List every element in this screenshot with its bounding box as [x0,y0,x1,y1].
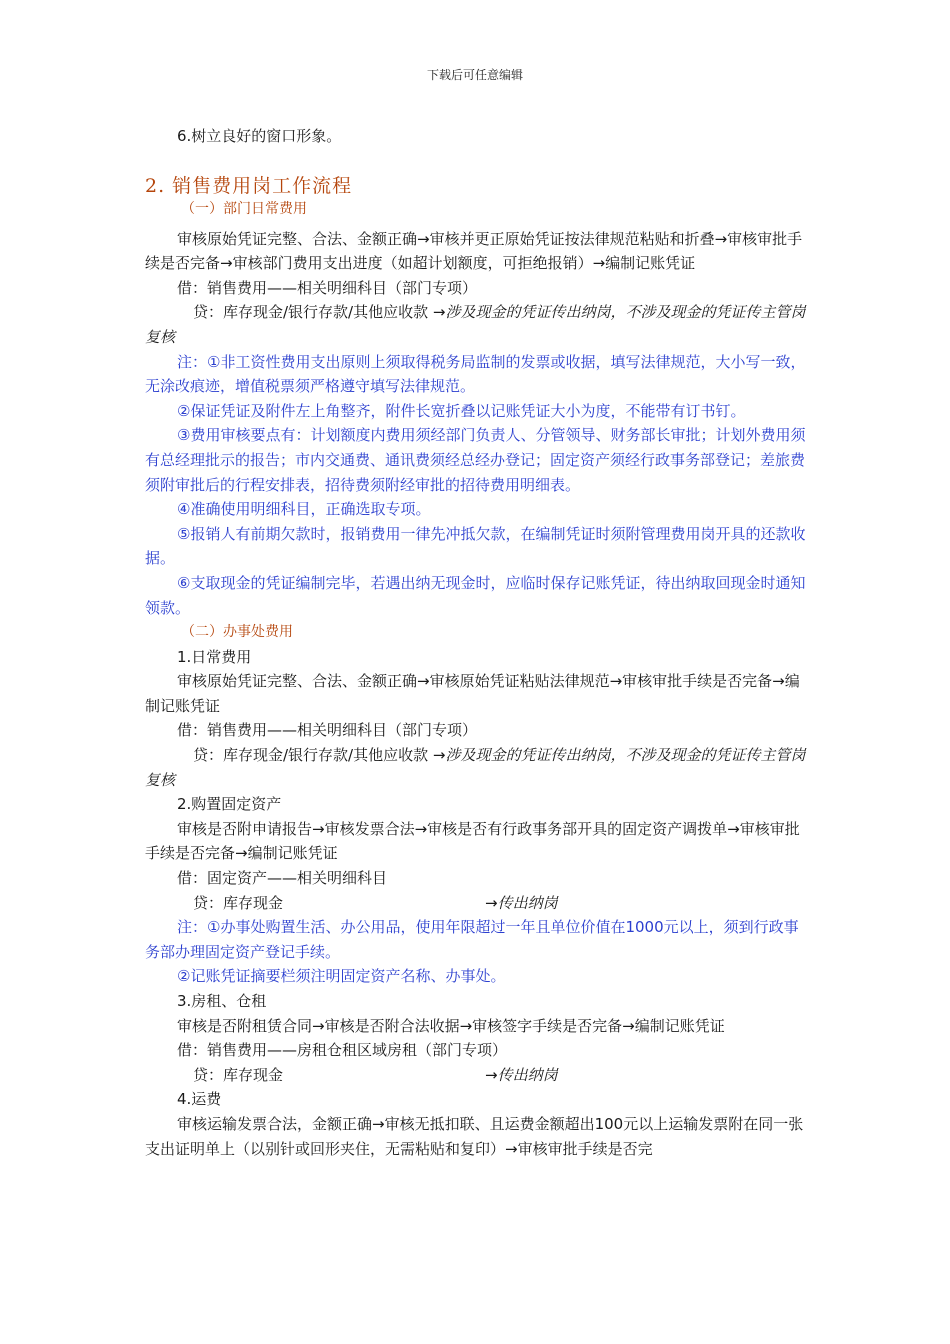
subsection-title-2: （二）办事处费用 [181,624,293,641]
note2-1: 注：①办事处购置生活、办公用品，使用年限超过一年且单位价值在1000元以上，须到行政事务部办理固定资产登记手续。 [145,918,799,961]
s2-2-debit: 借：固定资产——相关明细科目 [177,869,388,888]
note-4: ④准确使用明细科目，正确选取专项。 [177,500,431,519]
s2-1-credit [145,743,810,792]
subsection-title-1: （一）部门日常费用 [181,200,307,217]
s2-1-paragraph: 审核原始凭证完整、合法、金额正确→审核原始凭证粘贴法律规范→审核审批手续是否完备→编制记账凭证 [145,672,800,715]
s2-1-title: 1.日常费用 [177,647,252,666]
section-title: 2. 销售费用岗工作流程 [145,174,353,197]
s2-3-debit: 借：销售费用——房租仓租区域房租（部门专项） [177,1041,508,1060]
s2-2-title: 2.购置固定资产 [177,795,282,814]
sub1-paragraph: 审核原始凭证完整、合法、金额正确→审核并更正原始凭证按法律规范粘贴和折叠→审核审批手续是否完备→审核部门费用支出进度（如超计划额度，可拒绝报销）→编制记账凭证 [145,229,803,273]
s2-1-debit: 借：销售费用——相关明细科目（部门专项） [177,721,478,740]
s2-1-credit-italic: 涉及现金的凭证传出纳岗，不涉及现金的凭证传主管岗复核 [145,746,806,789]
s2-4-paragraph: 审核运输发票合法，金额正确→审核无抵扣联、且运费金额超出100元以上运输发票附在同一张支出证明单上（以别针或回形夹住，无需粘贴和复印）→审核审批手续是否完 [145,1114,804,1158]
item-6: 6.树立良好的窗口形象。 [177,127,342,145]
s2-3-paragraph: 审核是否附租赁合同→审核是否附合法收据→审核签字手续是否完备→编制记账凭证 [177,1016,725,1035]
note2-2: ②记账凭证摘要栏须注明固定资产名称、办事处。 [177,967,506,986]
s2-4-title: 4.运费 [177,1090,222,1109]
note-6: ⑥支取现金的凭证编制完毕，若遇出纳无现金时，应临时保存记账凭证，待出纳取回现金时通知领款。 [145,573,806,617]
s2-1-credit-normal: 贷：库存现金/银行存款/其他应收款 → [193,746,446,765]
s2-3-credit: 贷：库存现金 [193,1065,284,1084]
note-3: ③费用审核要点有：计划额度内费用须经部门负责人、分管领导、财务部长审批；计划外费用须有总经理批示的报告；市内交通费、通讯费须经总经办登记；固定资产须经行政事务部登记；差旅费须附审批后的行程安排表，招待费须附经审批的招待费用明细表。 [145,426,806,494]
note-1: 注：①非工资性费用支出原则上须取得税务局监制的发票或收据，填写法律规范，大小写一致，无涂改痕迹，增值税票须严格遵守填写法律规范。 [145,352,806,396]
sub1-credit [145,300,810,349]
s2-3-dest: →传出纳岗 [485,1065,558,1084]
note-5: ⑤报销人有前期欠款时，报销费用一律先冲抵欠款，在编制凭证时须附管理费用岗开具的还款收据。 [145,524,806,568]
sub1-debit: 借：销售费用——相关明细科目（部门专项） [177,278,478,297]
s2-2-credit: 贷：库存现金 [193,893,284,912]
sub1-credit-normal: 贷：库存现金/银行存款/其他应收款 → [193,303,446,322]
s2-3-title: 3.房租、仓租 [177,992,267,1010]
s2-2-credit-row [145,891,810,916]
s2-2-dest: →传出纳岗 [485,893,558,912]
page-header: 下载后可任意编辑 [426,68,523,82]
sub1-credit-italic: 涉及现金的凭证传出纳岗，不涉及现金的凭证传主管岗复核 [145,303,806,346]
note-2: ②保证凭证及附件左上角整齐，附件长宽折叠以记账凭证大小为度，不能带有订书钉。 [177,401,746,420]
document-body [145,124,810,1161]
s2-3-credit-row [145,1063,810,1088]
s2-2-paragraph: 审核是否附申请报告→审核发票合法→审核是否有行政事务部开具的固定资产调拨单→审核审批手续是否完备→编制记账凭证 [145,819,800,863]
